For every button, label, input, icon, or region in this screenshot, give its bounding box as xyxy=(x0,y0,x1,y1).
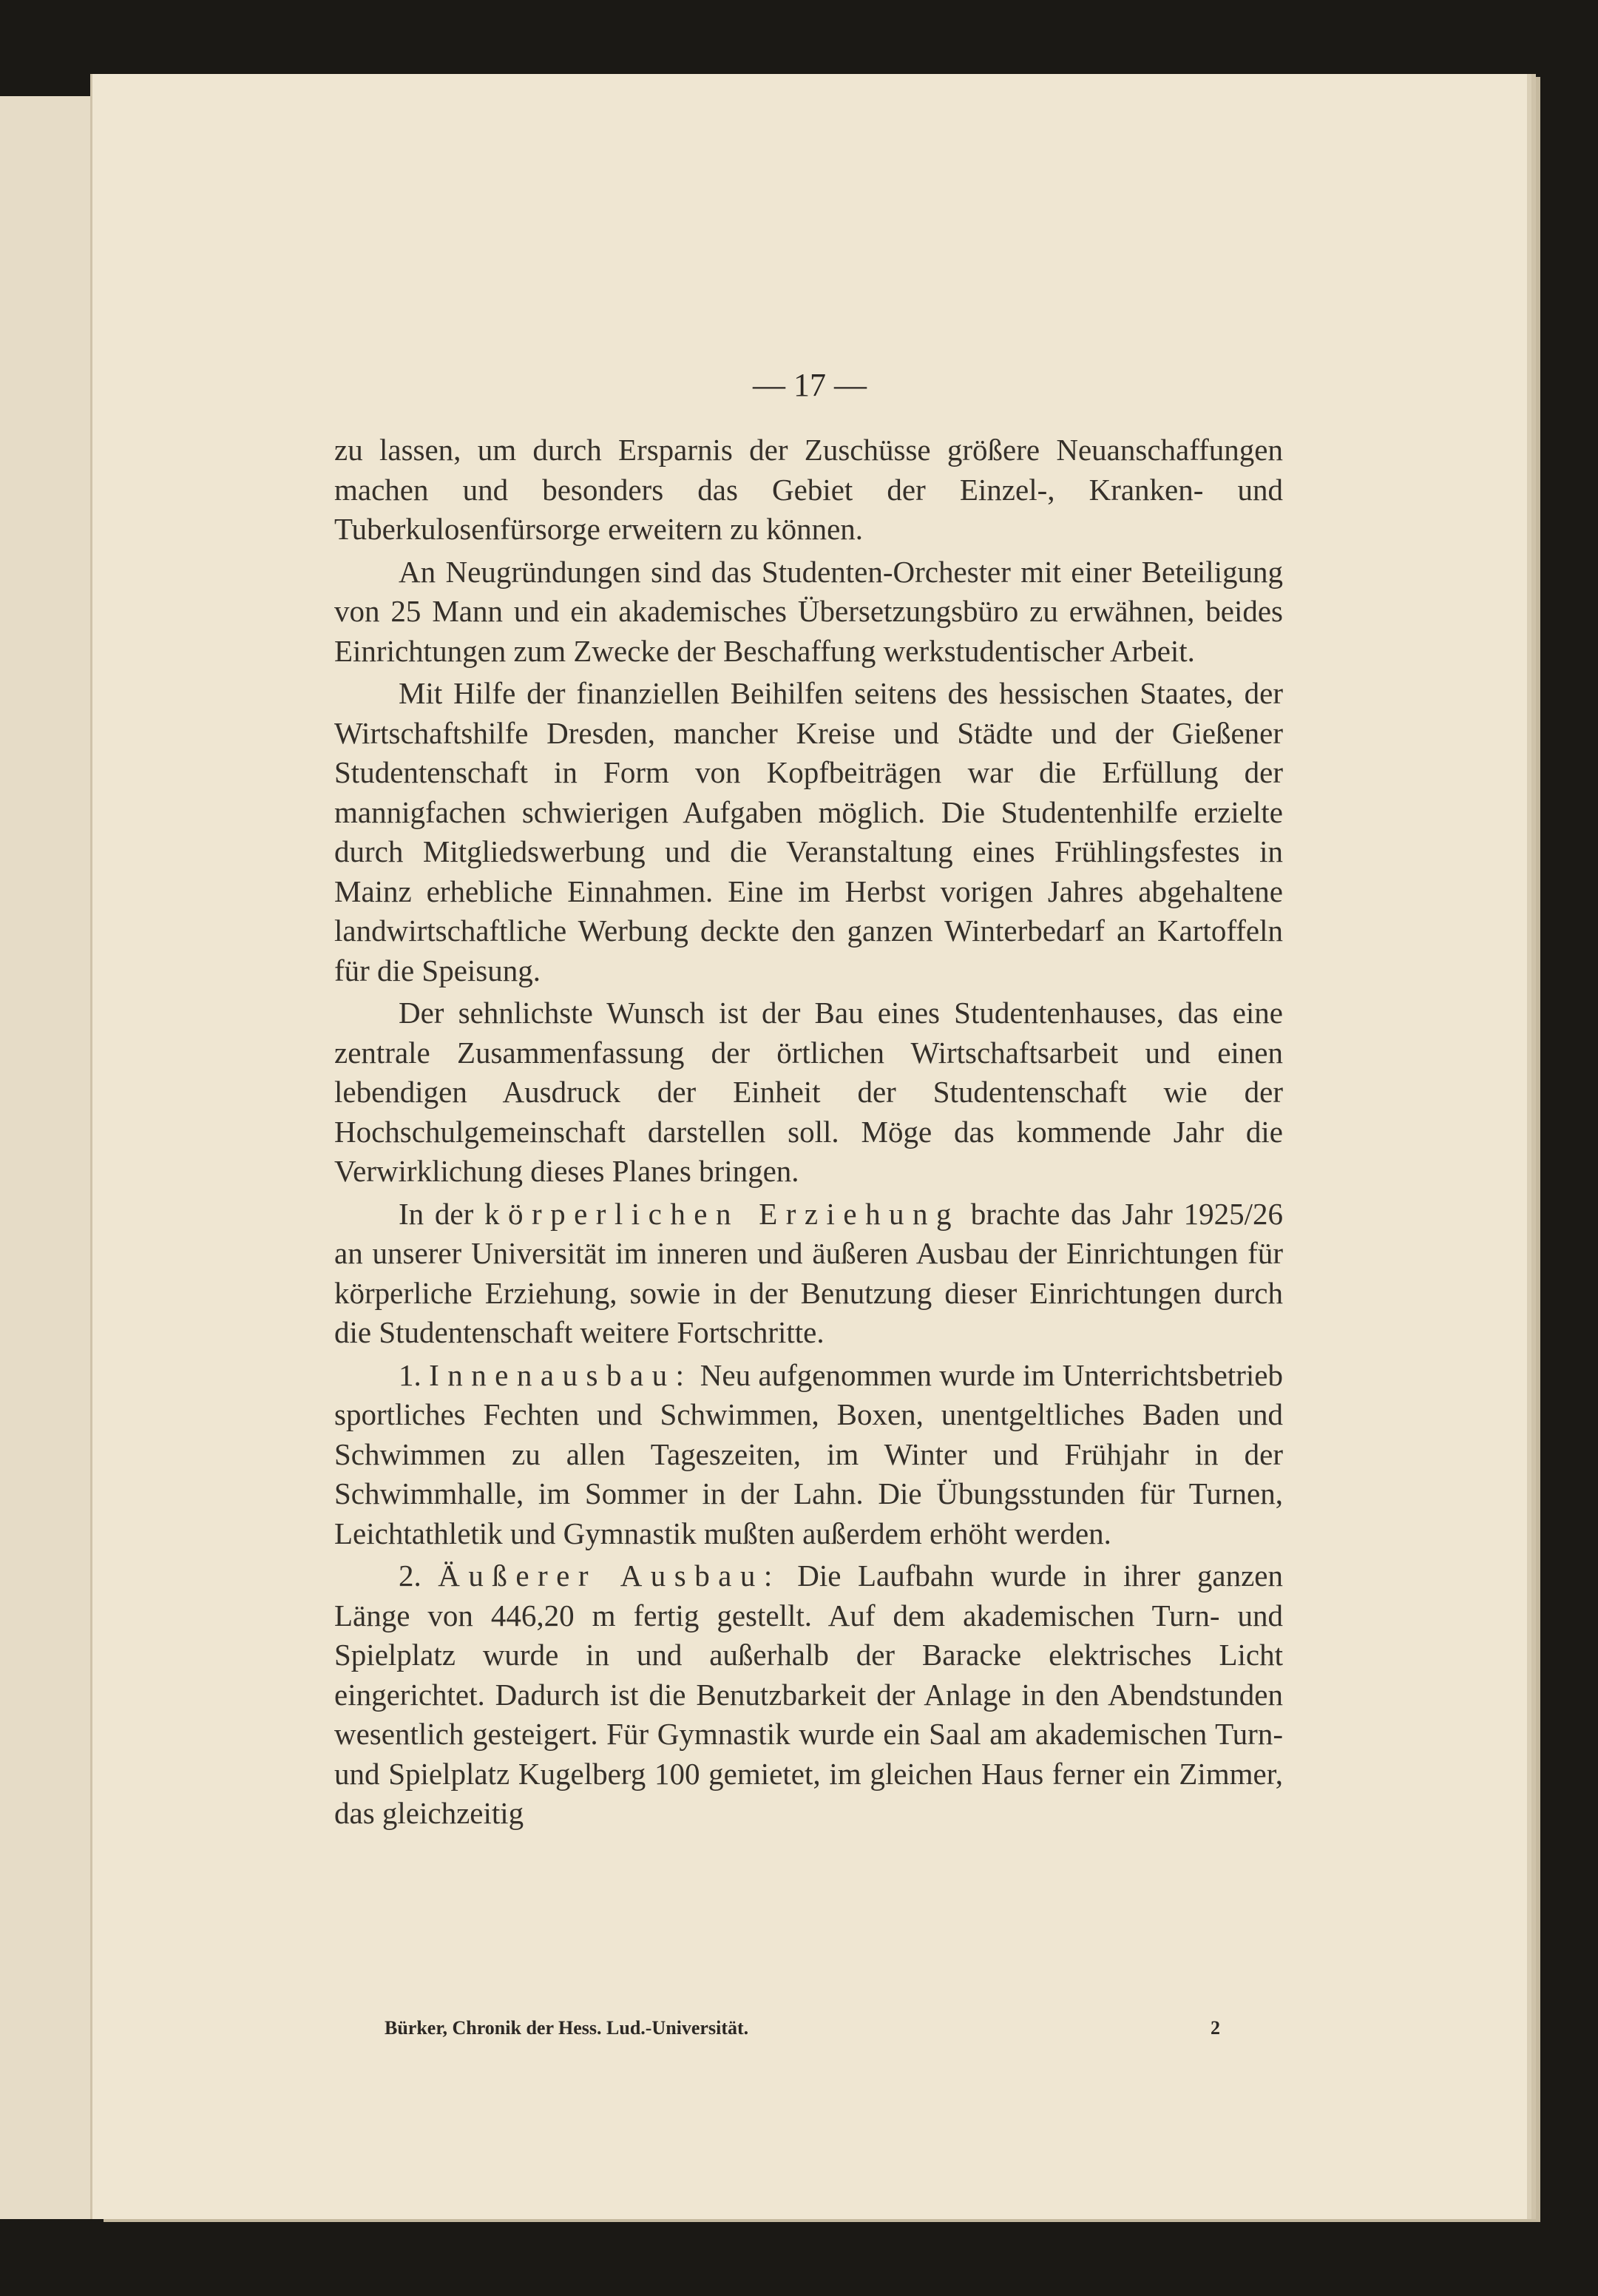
paragraph-text: Neu aufgenommen wurde im Unterrichtsbetrieb sportliches Fechten und Schwimmen, Boxen, unentgeltliches Baden und Schwimmen zu allen Tageszeiten, im Winter und Frühjahr in der Schwimmhalle, im Sommer in der Lahn. Die Übungsstunden für Turnen, Leichtathletik und Gymnastik mußten außerdem erhöht werden. xyxy=(334,1357,1283,1550)
paragraph: zu lassen, um durch Ersparnis der Zuschüsse größere Neuanschaffungen machen und besonders das Gebiet der Einzel-, Kranken- und Tuberkulosenfürsorge erweitern zu können. xyxy=(334,433,1283,546)
paragraph: Mit Hilfe der finanziellen Beihilfen seitens des hessischen Staates, der Wirtschaftshilfe Dresden, mancher Kreise und Städte und der Gießener Studentenschaft in Form von Kopfbeiträgen war die Erfüllung der mannigfachen schwierigen Aufgaben möglich. Die Studentenhilfe erzielte durch Mitgliedswerbung und die Veranstaltung eines Frühlingsfestes in Mainz erhebliche Einnahmen. Eine im Herbst vorigen Jahres abgehaltene landwirtschaftliche Werbung deckte den ganzen Winterbedarf an Kartoffeln für die Speisung. xyxy=(334,676,1283,987)
signature-mark: 2 xyxy=(1211,2017,1220,2039)
emphasis-term: Innenausbau: xyxy=(429,1357,693,1392)
paragraph-text: Die Laufbahn wurde in ihrer ganzen Länge von 446,20 m fertig gestellt. Auf dem akademischen Turn- und Spielplatz wurde in und außerhalb der Baracke elektrisches Licht eingerichtet. Dadurch ist die Benutzbarkeit der Anlage in den Abendstunden wesentlich gesteigert. Für Gymnastik wurde ein Saal am akademischen Turn- und Spielplatz Kugelberg 100 gemietet, im gleichen Haus ferner ein Zimmer, das gleichzeitig xyxy=(334,1559,1284,1830)
book-page xyxy=(90,74,1527,2219)
paragraph-prefix: In der xyxy=(399,1196,485,1231)
paragraph: An Neugründungen sind das Studenten-Orchester mit einer Beteiligung von 25 Mann und ein akademisches Übersetzungsbüro zu erwähnen, beides Einrichtungen zum Zwecke der Beschaffung werkstudentischer Arbeit. xyxy=(334,554,1283,668)
body-text xyxy=(334,430,1283,1837)
paragraph-text: brachte das Jahr 1925/26 an unserer Universität im inneren und äußeren Ausbau der Einrichtungen für körperliche Erziehung, sowie in der Benutzung dieser Einrichtungen durch die Studentenschaft weitere Fortschritte. xyxy=(334,1196,1283,1349)
page-number: — 17 — xyxy=(753,367,867,403)
paragraph-prefix: 2. xyxy=(399,1559,439,1593)
paragraph xyxy=(334,1356,1283,1554)
emphasis-term: körperlichen Erziehung xyxy=(484,1196,960,1231)
paragraph-prefix: 1. xyxy=(399,1357,430,1392)
paragraph xyxy=(334,1556,1283,1834)
emphasis-term: Äußerer Ausbau: xyxy=(438,1559,781,1593)
paragraph: Der sehnlichste Wunsch ist der Bau eines Studentenhauses, das eine zentrale Zusammenfassung der örtlichen Wirtschaftsarbeit und einen lebendigen Ausdruck der Einheit der Studentenschaft wie der Hochschulgemeinschaft darstellen soll. Möge das kommende Jahr die Verwirklichung dieses Planes bringen. xyxy=(334,996,1283,1188)
page-footer xyxy=(385,2017,1220,2039)
paragraph xyxy=(334,1195,1283,1353)
footer-source: Bürker, Chronik der Hess. Lud.-Universität. xyxy=(385,2017,749,2039)
